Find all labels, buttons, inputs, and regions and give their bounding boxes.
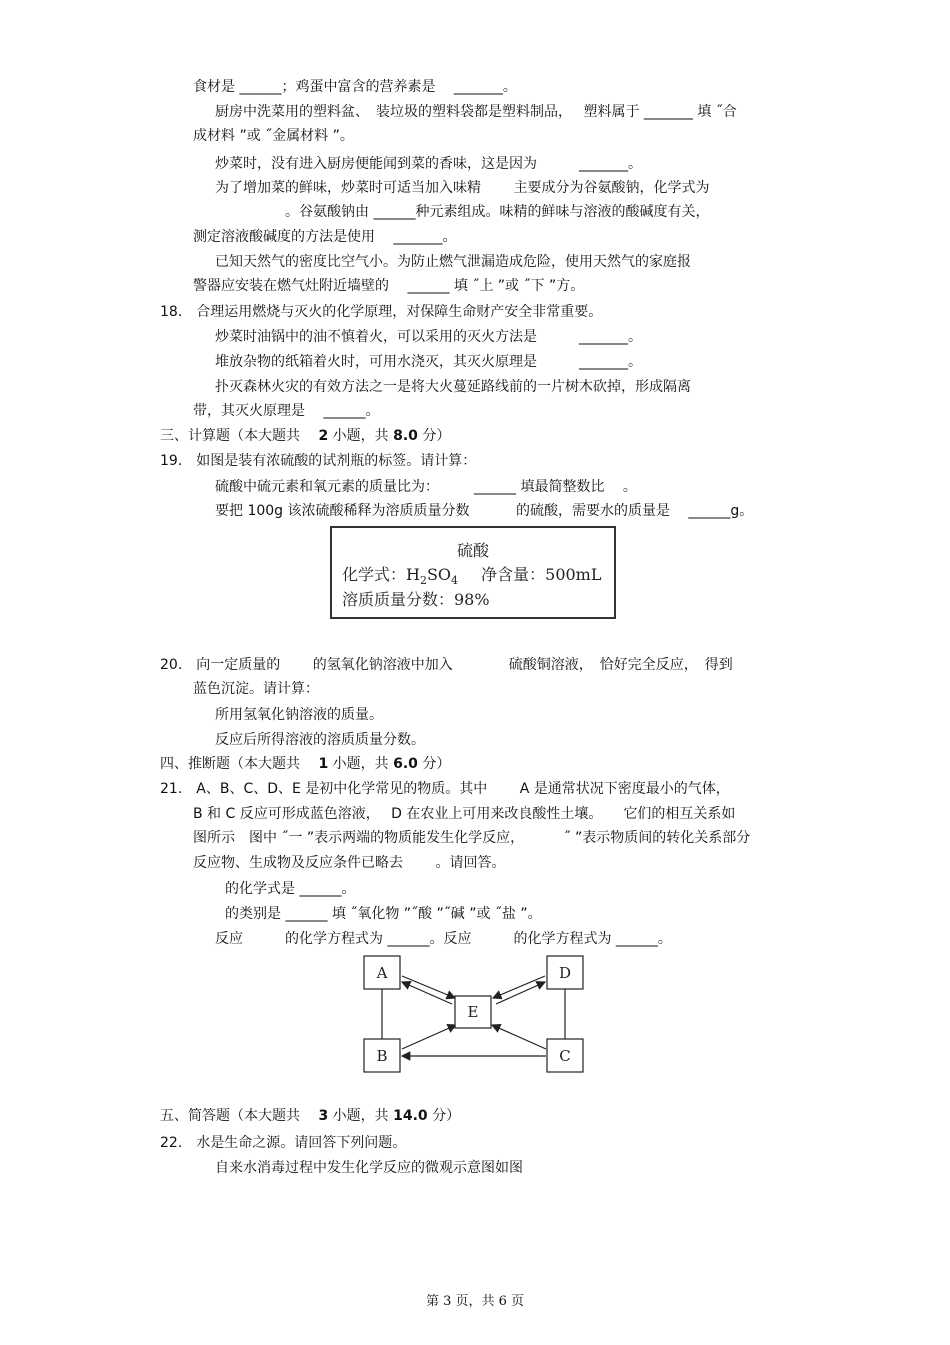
- line-ratio: 硫酸中硫元素和氧元素的质量比为： ______ 填最简整数比 。: [215, 479, 637, 495]
- line-ph: 测定溶液酸碱度的方法是使用 _______。: [193, 229, 457, 245]
- page-footer: 第 3 页，共 6 页: [425, 1294, 525, 1309]
- line-plastic-2: 成材料 ”或 ˝金属材料 ”。: [193, 128, 354, 144]
- section-4-heading: 四、推断题（本大题共 1 小题，共 6.0 分）: [160, 756, 451, 772]
- section-3-heading: 三、计算题（本大题共 2 小题，共 8.0 分）: [160, 428, 451, 444]
- line-disinfection: 自来水消毒过程中发生化学反应的微观示意图如图: [215, 1160, 523, 1176]
- question-22: 22. 水是生命之源。请回答下列问题。: [160, 1135, 407, 1151]
- line-precipitate: 蓝色沉淀。请计算：: [193, 681, 319, 697]
- line-21-equations: 反应 的化学方程式为 ______。反应 的化学方程式为 ______。: [215, 931, 672, 947]
- line-21-formula: 的化学式是 ______。: [225, 881, 356, 897]
- arrow-a-e: [402, 976, 455, 998]
- line-gas-2: 警器应安装在燃气灶附近墙壁的 ______ 填 ˝上 ”或 ˝下 ”方。: [193, 278, 585, 294]
- arrow-c-e: [492, 1025, 546, 1049]
- node-b: B: [376, 1047, 388, 1065]
- line-fraction: 反应后所得溶液的溶质质量分数。: [215, 732, 425, 748]
- question-19: 19. 如图是装有浓硫酸的试剂瓶的标签。请计算：: [160, 453, 477, 469]
- line-food: 食材是 ______；鸡蛋中富含的营养素是 _______。: [193, 79, 517, 95]
- line-smell: 炒菜时，没有进入厨房便能闻到菜的香味，这是因为 _______。: [215, 156, 642, 172]
- relationship-diagram: [360, 954, 590, 1076]
- question-18: 18. 合理运用燃烧与灭火的化学原理，对保障生命财产安全非常重要。: [160, 304, 603, 320]
- label-formula-line: 化学式：$H_2SO_4$ 净含量：500mL: [342, 565, 602, 588]
- line-oil-fire: 炒菜时油锅中的油不慎着火，可以采用的灭火方法是 _______。: [215, 329, 642, 345]
- line-forest: 扑灭森林火灾的有效方法之一是将大火蔓延路线前的一片树木砍掉，形成隔离: [215, 379, 691, 395]
- line-msg-2: 。谷氨酸钠由 ______种元素组成。味精的鲜味与溶液的酸碱度有关，: [285, 204, 710, 220]
- question-21: 21. A、B、C、D、E 是初中化学常见的物质。其中 A 是通常状况下密度最小的气体，: [160, 781, 730, 797]
- line-21-category: 的类别是 ______ 填 ˝氧化物 ”˝酸 ”˝碱 ”或 ˝盐 ”。: [225, 906, 542, 922]
- line-plastic: 厨房中洗菜用的塑料盆、 装垃圾的塑料袋都是塑料制品， 塑料属于 _______ 填 ˝合: [215, 104, 737, 120]
- node-e: E: [467, 1003, 479, 1021]
- question-20: 20. 向一定质量的 的氢氧化钠溶液中加入 硫酸铜溶液， 恰好完全反应， 得到: [160, 657, 733, 673]
- label-title: 硫酸: [457, 541, 490, 560]
- arrow-b-e: [402, 1025, 456, 1049]
- line-dilute: 要把 100g 该浓硫酸稀释为溶质质量分数 的硫酸，需要水的质量是 ______g。: [215, 503, 754, 519]
- line-21-4: 反应物、生成物及反应条件已略去 。请回答。: [193, 855, 506, 871]
- line-naoh-mass: 所用氢氧化钠溶液的质量。: [215, 707, 383, 723]
- line-forest-2: 带，其灭火原理是 ______。: [193, 403, 380, 419]
- line-gas: 已知天然气的密度比空气小。为防止燃气泄漏造成危险，使用天然气的家庭报: [215, 254, 691, 270]
- line-box-fire: 堆放杂物的纸箱着火时，可用水浇灭，其灭火原理是 _______。: [215, 354, 642, 370]
- node-a: A: [376, 964, 388, 982]
- line-21-2: B 和 C 反应可形成蓝色溶液， D 在农业上可用来改良酸性土壤。 它们的相互关系如: [193, 806, 736, 822]
- node-d: D: [558, 964, 572, 982]
- arrow-d-e: [493, 976, 545, 998]
- label-fraction: 溶质质量分数：98%: [342, 590, 490, 609]
- line-msg: 为了增加菜的鲜味，炒菜时可适当加入味精 主要成分为谷氨酸钠，化学式为: [215, 180, 710, 196]
- sulfuric-acid-label: [330, 526, 616, 619]
- label-net: 净含量：500mL: [481, 565, 602, 584]
- section-5-heading: 五、简答题（本大题共 3 小题，共 14.0 分）: [160, 1108, 461, 1124]
- node-c: C: [559, 1047, 571, 1065]
- line-21-3: 图所示 图中 ˝一 ”表示两端的物质能发生化学反应， ˝ ”表示物质间的转化关系部分: [193, 830, 751, 846]
